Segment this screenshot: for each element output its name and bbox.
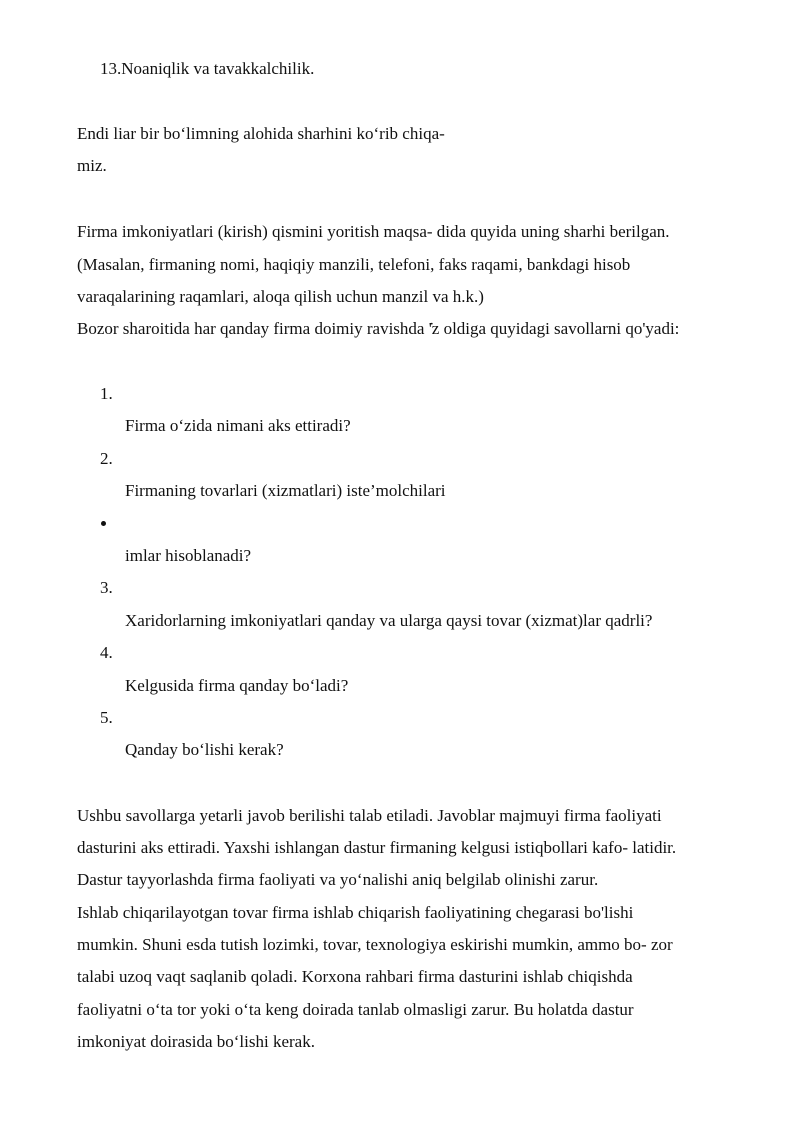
paragraph-line: (Masalan, firmaning nomi, haqiqiy manzili, telefoni, faks raqami, bankdagi hisob [77, 255, 631, 274]
paragraph-line: Ishlab chiqarilayotgan tovar firma ishlab chiqarish faoliyatining chegarasi bo'lishi [77, 903, 634, 922]
section-heading: 13.Noaniqlik va tavakkalchilik. [100, 59, 315, 78]
paragraph-line: faoliyatni o‘ta tor yoki o‘ta keng doirada tanlab olmasligi zarur. Bu holatda dastur [77, 1000, 634, 1019]
list-number: 3. [100, 578, 113, 597]
intro-line: miz. [77, 156, 107, 175]
paragraph-line: mumkin. Shuni esda tutish lozimki, tovar, texnologiya eskirishi mumkin, ammo bo- zor [77, 935, 673, 954]
paragraph-line: talabi uzoq vaqt saqlanib qoladi. Korxona rahbari firma dasturini ishlab chiqishda [77, 967, 633, 986]
list-item-text: imlar hisoblanadi? [125, 546, 252, 565]
paragraph-line: dasturini aks ettiradi. Yaxshi ishlangan dastur firmaning kelgusi istiqbollari kafo- latidir. [77, 838, 677, 857]
paragraph-line: varaqalarining raqamlari, aloqa qilish uchun manzil va h.k.) [77, 287, 484, 306]
paragraph-line: Firma imkoniyatlari (kirish) qismini yoritish maqsa- dida quyida uning sharhi berilgan. [77, 222, 670, 241]
list-item-text: Qanday bo‘lishi kerak? [125, 740, 284, 759]
paragraph-line: Bozor sharoitida har qanday firma doimiy ravishda '̇z oldiga quyidagi savollarni qo'yadi: [77, 319, 680, 338]
list-number: 1. [100, 384, 113, 403]
paragraph-line: Ushbu savollarga yetarli javob berilishi talab etiladi. Javoblar majmuyi firma faoliyati [77, 806, 662, 825]
list-item-text: Xaridorlarning imkoniyatlari qanday va ularga qaysi tovar (xizmat)lar qadrli? [125, 611, 653, 630]
list-item-text: Firma o‘zida nimani aks ettiradi? [125, 416, 351, 435]
paragraph-line: Dastur tayyorlashda firma faoliyati va yo‘nalishi aniq belgilab olinishi zarur. [77, 870, 599, 889]
list-number: 2. [100, 449, 113, 468]
list-number: 4. [100, 643, 113, 662]
paragraph-line: imkoniyat doirasida bo‘lishi kerak. [77, 1032, 315, 1051]
intro-line: Endi liar bir bo‘limning alohida sharhini ko‘rib chiqa- [77, 124, 445, 143]
list-item-text: Kelgusida firma qanday bo‘ladi? [125, 676, 349, 695]
list-number: 5. [100, 708, 113, 727]
bullet-marker [101, 521, 106, 526]
list-item-text: Firmaning tovarlari (xizmatlari) iste’molchilari [125, 481, 446, 500]
